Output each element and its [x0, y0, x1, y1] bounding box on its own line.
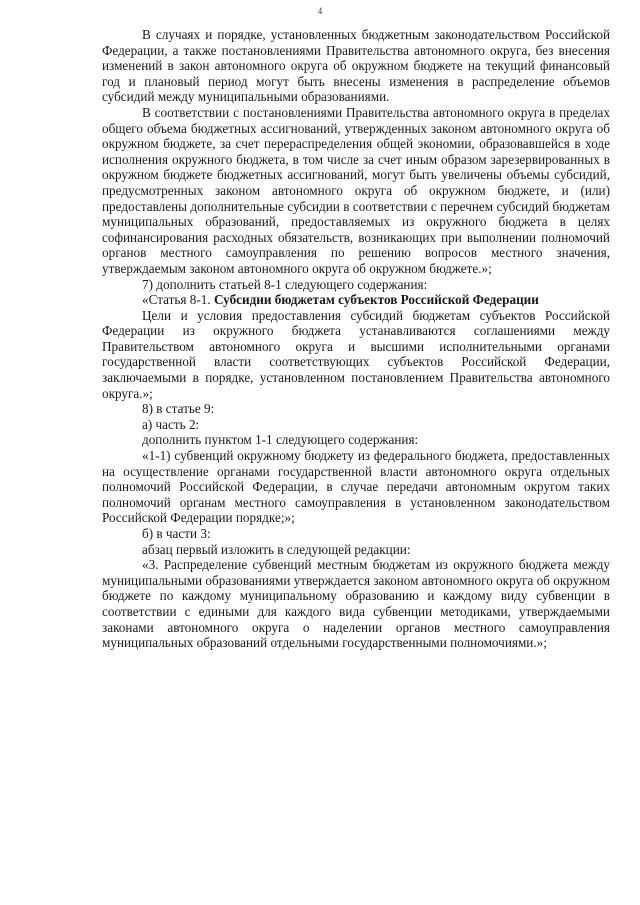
article-title: Субсидии бюджетам субъектов Российской Федерации: [213, 292, 539, 308]
paragraph-item-7: 7) дополнить статьей 8-1 следующего содержания:: [142, 276, 428, 292]
paragraph-item-8: 8) в статье 9:: [142, 401, 215, 417]
paragraph-article-text: Цели и условия предоставления субсидий бюджетам субъектов Российской Федерации из окружного бюджета устанавливаются соглашениями между Правительством автономного округа и высшими исполнительными органами государственной власти соответствующих субъектов Российской Федерации, заключаемыми в порядке, установленном постановлением Правительства автономного округа.»;: [102, 307, 610, 401]
paragraph-item-8b: б) в части 3:: [142, 526, 211, 541]
article-prefix: «Статья 8-1.: [142, 292, 214, 308]
document-body: [102, 27, 610, 651]
paragraph-point-1-1: «1-1) субвенций окружному бюджету из федерального бюджета, предоставленных на осуществление органами государственной власти автономного округа отдельных полномочий Российской Федерации, в случае передачи автономным округом таких полномочий органам местного самоуправления в установленном законодательством Российской Федерации порядке;»;: [102, 448, 610, 526]
paragraph-item-8a: а) часть 2:: [142, 416, 200, 432]
page-number: 4: [317, 6, 323, 16]
paragraph-new-wording: абзац первый изложить в следующей редакции:: [142, 541, 411, 557]
paragraph-part-3: «3. Распределение субвенций местным бюджетам из окружного бюджета между муниципальными образованиями утверждается законом автономного округа об окружном бюджете по каждому муниципальному образованию и каждому виду субвенции в соответствии с едиными для каждого вида субвенции методиками, утверждаемыми законами автономного округа о наделении органов местного самоуправления муниципальных образований отдельными государственными полномочиями.»;: [102, 557, 610, 651]
paragraph-add-point: дополнить пунктом 1-1 следующего содержания:: [142, 432, 419, 448]
paragraph-budget-changes: В случаях и порядке, установленных бюджетным законодательством Российской Федерации, а также постановлениями Правительства автономного округа, без внесения изменений в закон автономного округа об окружном бюджете на текущий финансовый год и плановый период могут быть внесены изменения в распределение объемов субсидий между муниципальными образованиями.: [102, 27, 610, 105]
article-heading: [102, 292, 610, 308]
paragraph-subsidy-increase: В соответствии с постановлениями Правительства автономного округа в пределах общего объема бюджетных ассигнований, утвержденных законом автономного округа об окружном бюджете, за счет перераспределения общей экономии, образовавшейся в ходе исполнения окружного бюджета, в том числе за счет иным образом зарезервированных в окружном бюджете бюджетных ассигнований, могут быть увеличены объемы субсидий, предусмотренных законом автономного округа об окружном бюджете, и (или) предоставлены дополнительные субсидии в соответствии с перечнем субсидий бюджетам муниципальных образований, предоставляемых из окружного бюджета в целях софинансирования расходных обязательств, возникающих при выполнении полномочий органов местного самоуправления по решению вопросов местного значения, утверждаемым законом автономного округа об окружном бюджете.»;: [102, 104, 610, 276]
